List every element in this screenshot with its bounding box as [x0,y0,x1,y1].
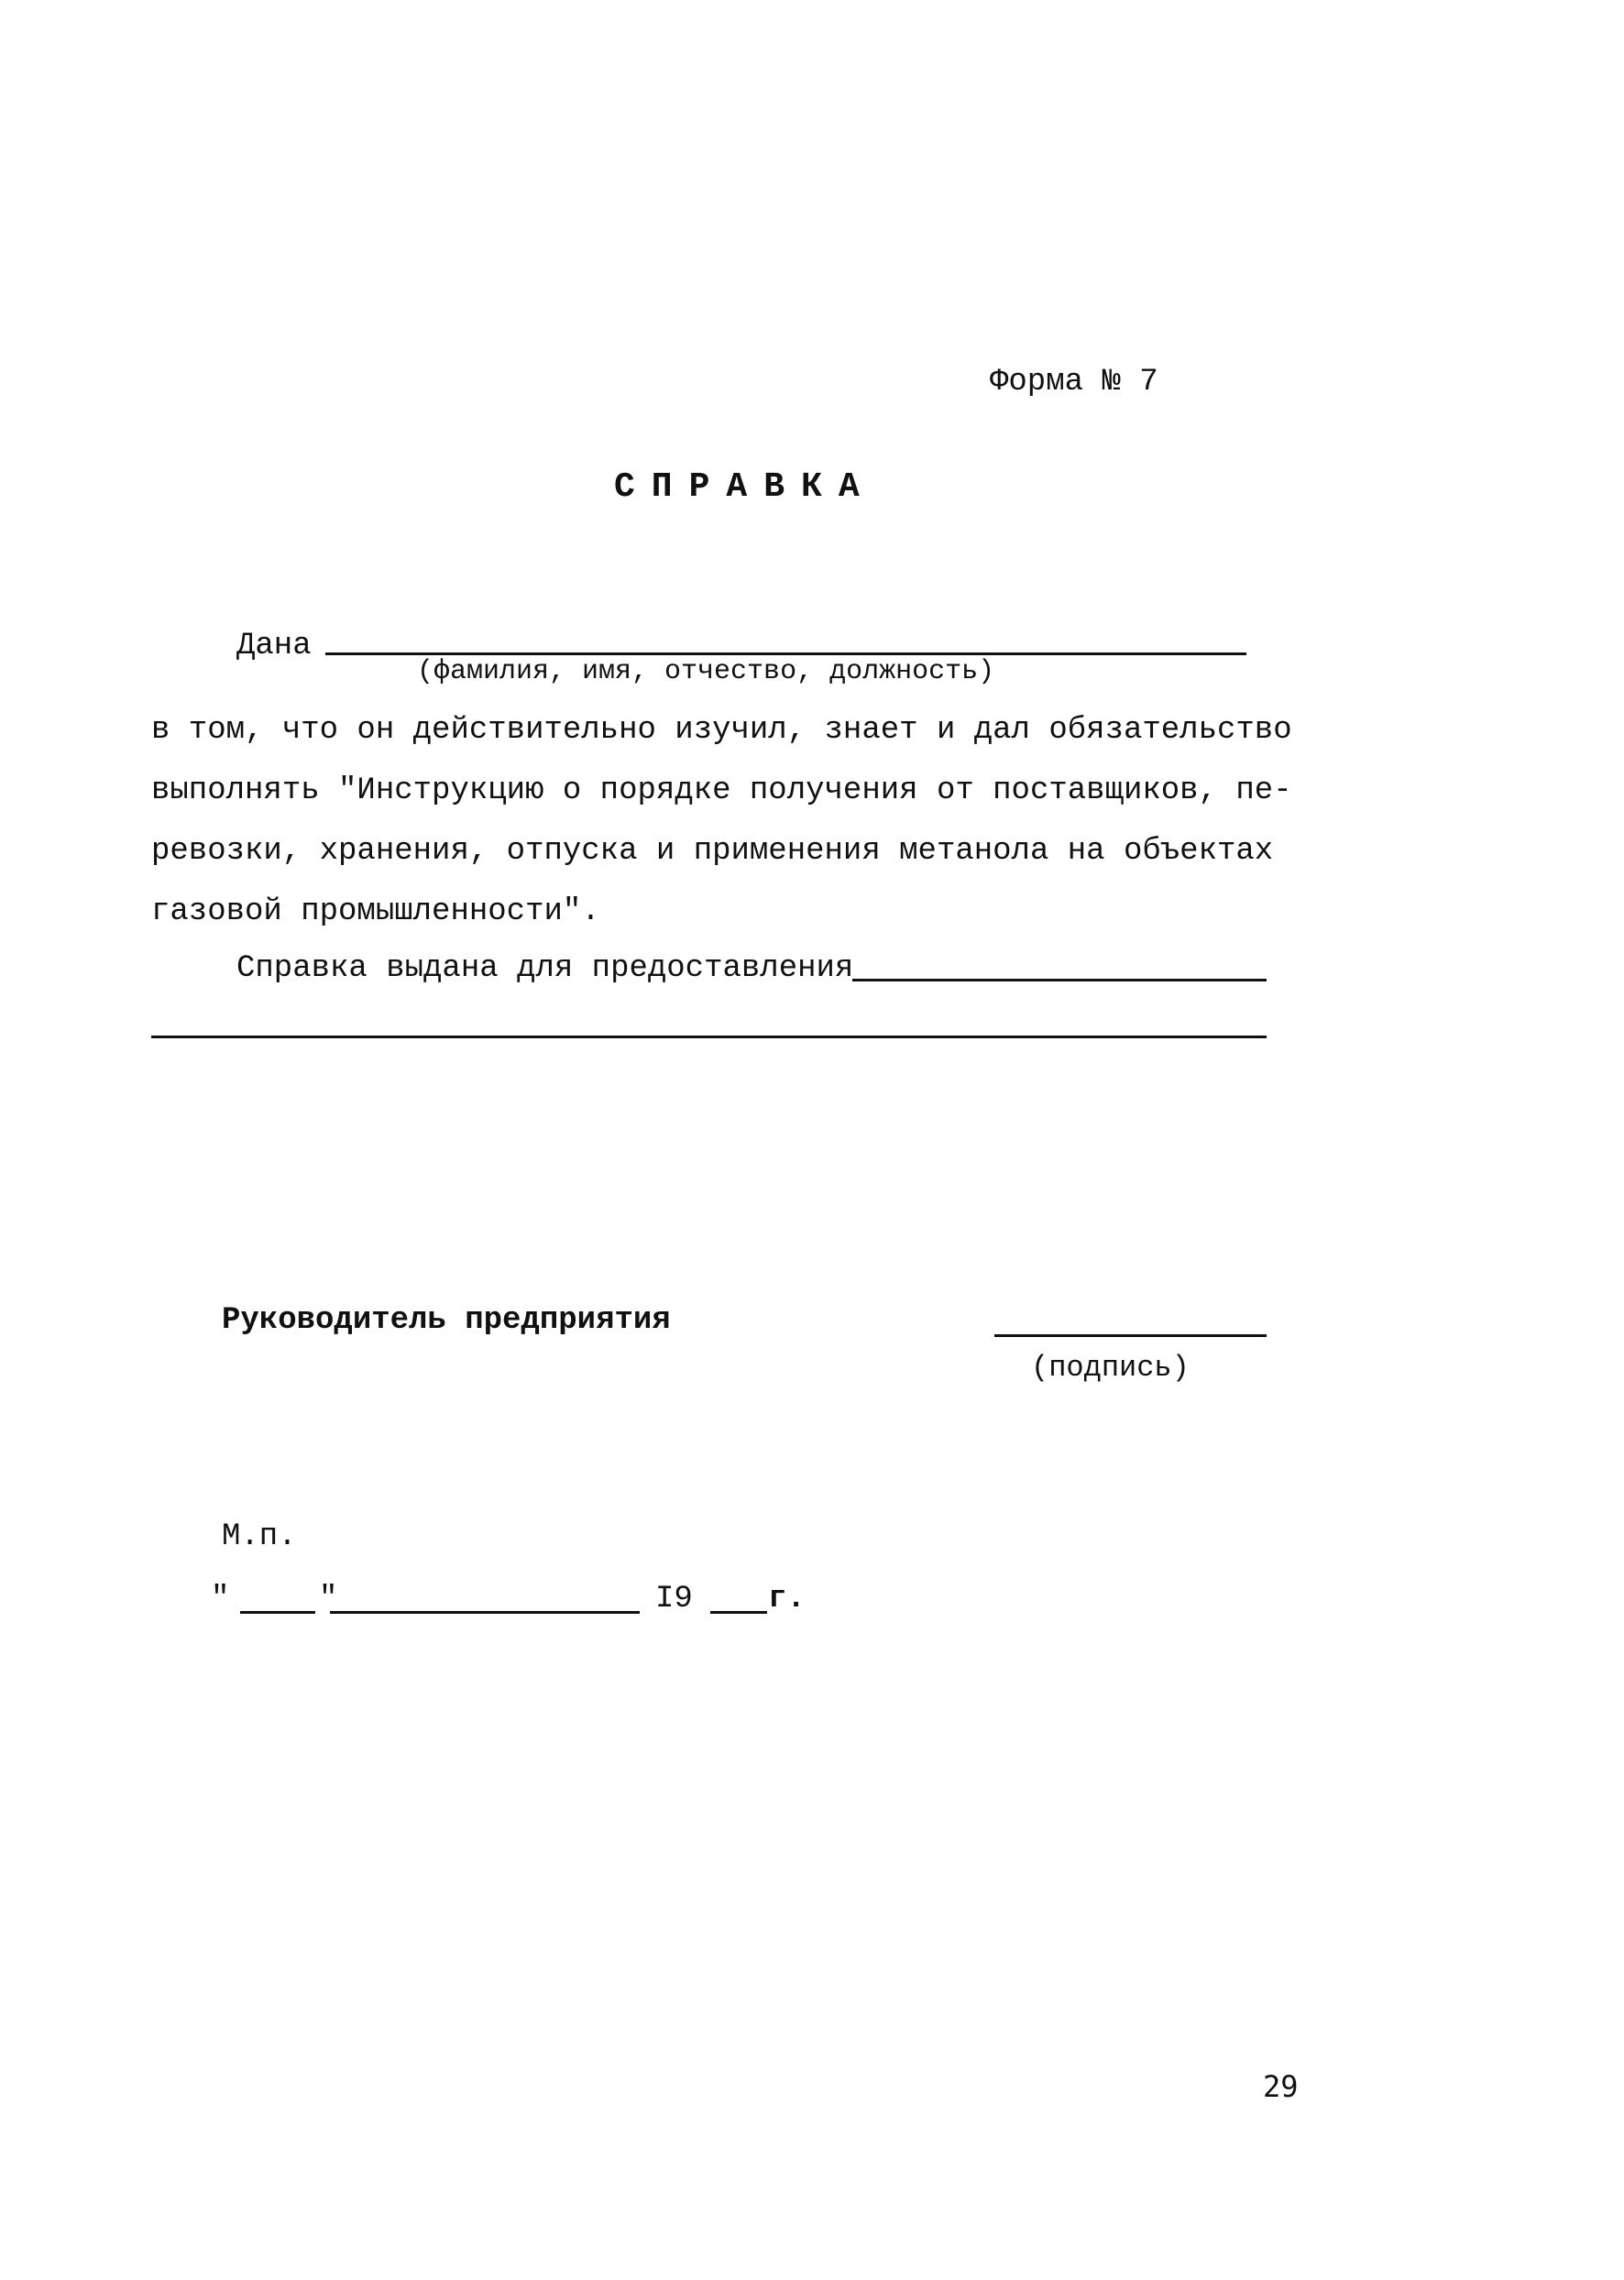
body-line: ревозки, хранения, отпуска и применения метанола на объектах [151,834,1274,869]
stamp-place-label: М.п. [222,1519,297,1554]
issued-to-label: Дана [236,629,312,663]
date-year-suffix: г. [768,1582,806,1617]
page-number: 29 [1263,2069,1299,2104]
issued-to-caption: (фамилия, имя, отчество, должность) [417,656,995,687]
body-line: газовой промышленности". [151,894,600,929]
issued-for-label: Справка выдана для предоставления [236,951,854,986]
body-line: в том, что он действительно изучил, знает и дал обязательство [151,713,1292,748]
signatory-role: Руководитель предприятия [222,1303,671,1338]
signature-caption: (подпись) [1031,1351,1190,1385]
date-month-blank-line [330,1611,640,1614]
date-century: I9 [655,1582,693,1617]
issued-for-blank-line-continued [151,1036,1267,1038]
signature-blank-line [994,1334,1267,1337]
issued-for-blank-line [852,979,1267,981]
date-quote-open: " [211,1582,230,1617]
document-title: СПРАВКА [614,467,876,507]
date-quote-close: " [319,1582,338,1617]
form-number: Форма № 7 [990,365,1158,400]
date-day-blank-line [240,1611,315,1614]
date-year-blank-line [710,1611,767,1614]
issued-to-blank-line [325,652,1246,655]
body-line: выполнять "Инструкцию о порядке получения от поставщиков, пе- [151,773,1292,808]
